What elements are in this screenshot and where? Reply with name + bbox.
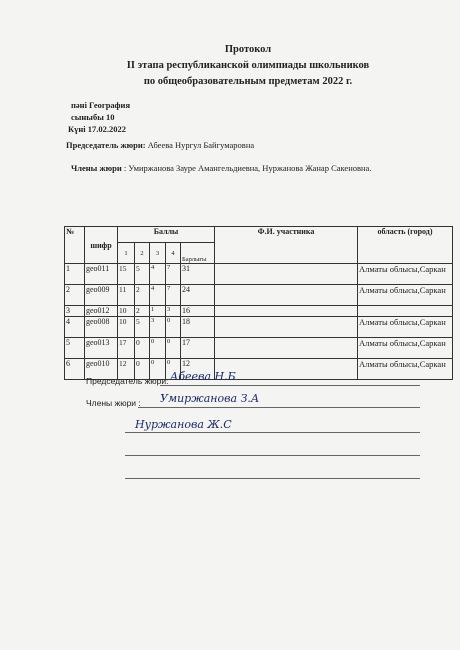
row-score-1: 12 (118, 359, 135, 380)
table-row (65, 264, 453, 285)
row-num: 5 (65, 338, 85, 359)
jury-chair-name: Абеева Нургул Байгумаровна (147, 140, 255, 150)
row-fio (215, 306, 358, 317)
row-score-2: 0 (135, 359, 150, 380)
row-total: 31 (181, 264, 215, 285)
signature-extra-line (125, 455, 420, 456)
document-title: Протокол (224, 44, 272, 55)
row-score-1: 10 (118, 306, 135, 317)
results-table (64, 226, 453, 380)
row-region: Алматы облысы,Саркан (358, 264, 453, 285)
header-region: область (город) (358, 227, 453, 264)
header-fio: Ф.И. участника (215, 227, 358, 264)
table-body (65, 264, 453, 380)
row-cipher: geo009 (85, 285, 118, 306)
row-fio (215, 285, 358, 306)
row-score-2: 5 (135, 264, 150, 285)
row-cipher: geo010 (85, 359, 118, 380)
row-score-4: 0 (166, 317, 181, 338)
header-total: Барлығы (181, 243, 215, 264)
row-score-4: 3 (166, 306, 181, 317)
row-total: 12 (181, 359, 215, 380)
row-score-1: 15 (118, 264, 135, 285)
grade-line: сыныбы 10 (71, 112, 115, 122)
row-score-3: 1 (150, 306, 166, 317)
header-num: № (65, 227, 85, 264)
table-row (65, 317, 453, 338)
row-score-4: 7 (166, 285, 181, 306)
row-fio (215, 338, 358, 359)
row-cipher: geo013 (85, 338, 118, 359)
signature-member2-handwriting: Нуржанова Ж.С (135, 418, 232, 431)
row-score-4: 0 (166, 338, 181, 359)
document-subtitle-line-2: по общеобразовательным предметам 2022 г. (143, 76, 353, 87)
table-header-row (65, 227, 453, 243)
row-num: 1 (65, 264, 85, 285)
signature-member1-line (138, 407, 420, 408)
row-fio (215, 317, 358, 338)
jury-members-line (71, 163, 371, 173)
jury-members-names: : Умиржанова Зауре Амангельдиевна, Нуржанова Жанар Сакеновна. (123, 163, 372, 173)
signature-member1-handwriting: Умиржанова З.А (160, 392, 260, 405)
signature-members-label: Члены жюри : (86, 398, 141, 408)
row-score-3: 0 (150, 359, 166, 380)
header-score-2: 2 (135, 243, 150, 264)
row-total: 24 (181, 285, 215, 306)
jury-chair-label: Председатель жюри: (66, 140, 146, 150)
row-num: 3 (65, 306, 85, 317)
row-total: 16 (181, 306, 215, 317)
row-score-3: 4 (150, 285, 166, 306)
header-scores: Баллы (118, 227, 215, 243)
row-score-3: 0 (150, 338, 166, 359)
row-score-3: 4 (150, 264, 166, 285)
document-subtitle-line-1: II этапа республиканской олимпиады школьников (126, 60, 370, 71)
subject-line: пәні География (71, 100, 131, 110)
signature-chair-handwriting: Абеева Н.Б (170, 370, 236, 383)
signature-member2-line (125, 432, 420, 433)
row-score-1: 17 (118, 338, 135, 359)
row-score-3: 3 (150, 317, 166, 338)
row-region: Алматы облысы,Саркан (358, 359, 453, 380)
row-num: 2 (65, 285, 85, 306)
table-row (65, 338, 453, 359)
row-num: 4 (65, 317, 85, 338)
row-fio (215, 264, 358, 285)
jury-chair-line (66, 140, 254, 150)
row-score-2: 0 (135, 338, 150, 359)
row-score-2: 5 (135, 317, 150, 338)
row-score-2: 2 (135, 306, 150, 317)
row-total: 17 (181, 338, 215, 359)
row-region: Алматы облысы,Саркан (358, 317, 453, 338)
row-score-1: 10 (118, 317, 135, 338)
table-row (65, 306, 453, 317)
row-cipher: geo012 (85, 306, 118, 317)
row-total: 18 (181, 317, 215, 338)
row-score-2: 2 (135, 285, 150, 306)
row-num: 6 (65, 359, 85, 380)
header-cipher: шифр (85, 227, 118, 264)
header-score-1: 1 (118, 243, 135, 264)
row-cipher: geo011 (85, 264, 118, 285)
header-score-4: 4 (166, 243, 181, 264)
row-cipher: geo008 (85, 317, 118, 338)
row-score-4: 0 (166, 359, 181, 380)
signature-chair-line (160, 385, 420, 386)
row-score-4: 7 (166, 264, 181, 285)
row-score-1: 11 (118, 285, 135, 306)
row-region: Алматы облысы,Саркан (358, 338, 453, 359)
row-region (358, 306, 453, 317)
date-line: Күні 17.02.2022 (68, 124, 127, 134)
signature-chair-label: Председатель жюри: (86, 376, 169, 386)
jury-members-label: Члены жюри (71, 163, 122, 173)
row-region: Алматы облысы,Саркан (358, 285, 453, 306)
header-score-3: 3 (150, 243, 166, 264)
table-row (65, 285, 453, 306)
signature-extra-line-2 (125, 478, 420, 479)
